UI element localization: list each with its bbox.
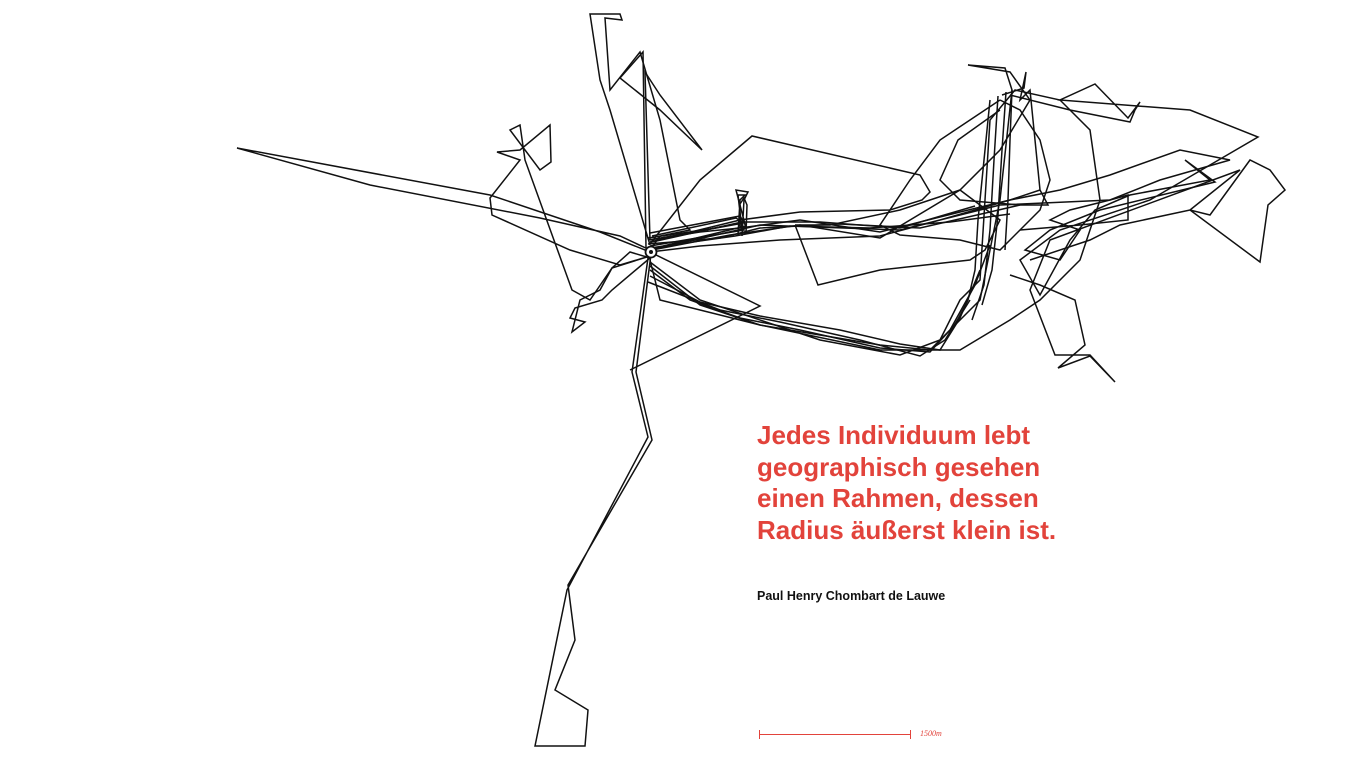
track-south-bundle-1 — [650, 245, 990, 352]
track-east-vertical-4 — [1005, 90, 1012, 250]
scale-tick-right — [910, 730, 911, 739]
track-far-southeast — [1010, 160, 1285, 382]
track-south-bundle-3 — [648, 282, 970, 356]
quote-line: Jedes Individuum lebt — [757, 420, 1031, 450]
track-north-east-peak — [940, 72, 1048, 205]
quote-text — [757, 420, 1357, 546]
track-far-east — [650, 150, 1230, 252]
quote-line: geographisch gesehen — [757, 451, 1041, 482]
track-north — [620, 52, 702, 248]
track-west — [237, 148, 650, 252]
scale-label: 1500m — [920, 729, 942, 738]
track-northwest — [590, 14, 690, 250]
quote-line: einen Rahmen, dessen — [757, 483, 1039, 513]
scale-bar — [757, 728, 957, 742]
scale-line — [759, 734, 910, 735]
track-lines — [237, 14, 1285, 746]
track-south — [535, 254, 652, 746]
track-southwest — [570, 252, 650, 332]
quote-author: Paul Henry Chombart de Lauwe — [757, 589, 946, 603]
home-circle-icon — [646, 247, 657, 258]
quote-line: Radius äußerst klein ist. — [757, 514, 1057, 545]
